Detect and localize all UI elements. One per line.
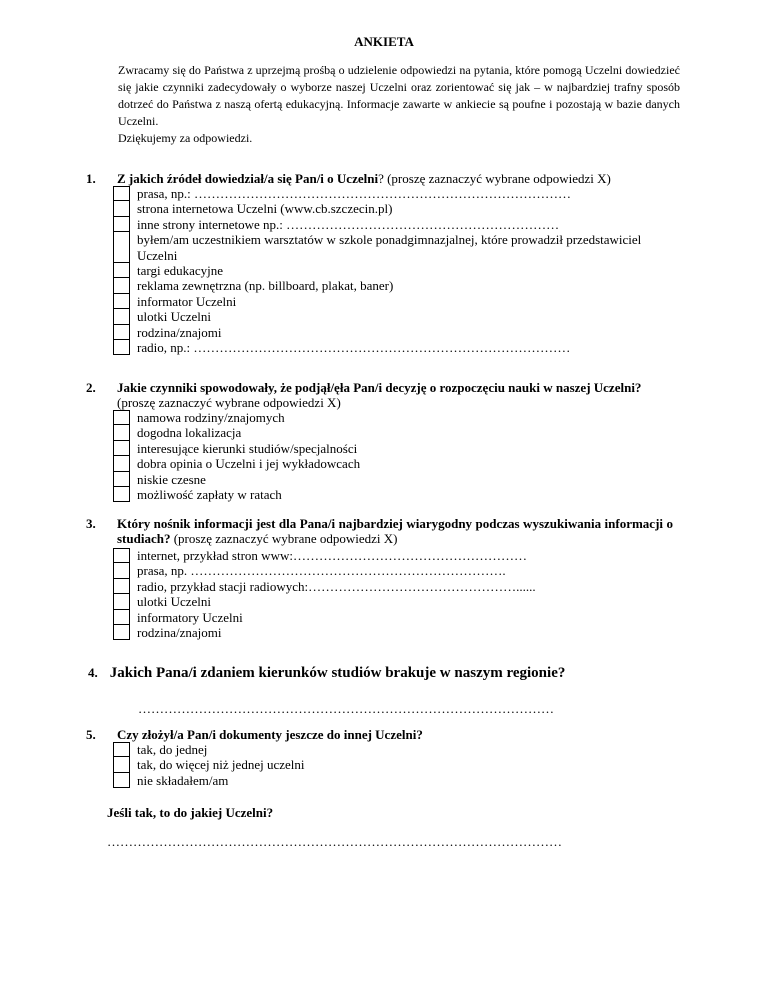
question-3-number: 3. [86,516,96,531]
question-2-options [113,410,661,502]
option [113,410,661,425]
checkbox[interactable] [113,757,130,772]
option-label: reklama zewnętrzna (np. billboard, plakat, baner) [137,278,394,294]
question-3-text: Który nośnik informacji jest dla Pana/i najbardziej wiarygodny podczas wyszukiwania informacji o studiach? [117,516,673,546]
checkbox[interactable] [113,232,130,263]
option-label: prasa, np. ………………………………………………………………. [137,563,506,579]
option-label: prasa, np.: …………………………………………………………………………… [137,186,572,201]
page-title: ANKIETA [354,34,414,49]
checkbox[interactable] [113,278,130,293]
option-label: interesujące kierunki studiów/specjalności [137,440,358,456]
question-5-number: 5. [86,727,96,742]
checkbox[interactable] [113,594,130,609]
option [113,263,683,278]
checkbox[interactable] [113,410,130,425]
option [113,625,673,640]
checkbox[interactable] [113,217,130,232]
option [113,201,683,216]
option-label: ulotki Uczelni [137,594,212,610]
question-3 [86,516,673,640]
option [113,441,661,456]
intro-paragraph [118,62,680,147]
question-1-number: 1. [86,171,96,186]
checkbox[interactable] [113,548,130,563]
question-3-header [86,516,673,546]
intro-thanks: Dziękujemy za odpowiedzi. [118,131,253,145]
option-label: informator Uczelni [137,293,237,309]
option [113,325,683,340]
checkbox[interactable] [113,563,130,578]
option [113,340,683,355]
question-4-number: 4. [88,665,98,680]
option [113,472,661,487]
checkbox[interactable] [113,325,130,340]
option [113,563,673,578]
checkbox[interactable] [113,742,130,757]
option-label: nie składałem/am [137,772,229,788]
followup-answer-line[interactable]: …………………………………………………………………………………………… [107,834,562,849]
checkbox[interactable] [113,441,130,456]
option-label: inne strony internetowe np.: ……………………………………………………… [137,216,560,232]
option [113,309,683,324]
checkbox[interactable] [113,487,130,502]
question-5 [86,727,673,788]
option-label: radio, np.: …………………………………………………………………………… [137,339,571,355]
intro-text: Zwracamy się do Państwa z uprzejmą prośbą o udzielenie odpowiedzi na pytania, które pomogą Uczelni dowiedzieć się jakie czynniki zadecydowały o wyborze naszej Uczelni oraz zorientować się jak – w najbardziej trafny sposób dotrzeć do Państwa z naszą ofertą edukacyjną. Informacje zawarte w ankiecie są poufne i pozostają w bazie danych Uczelni. [118,63,680,128]
followup-question: Jeśli tak, to do jakiej Uczelni? [107,805,274,820]
question-2-hint: (proszę zaznaczyć wybrane odpowiedzi X) [117,395,341,410]
checkbox[interactable] [113,579,130,594]
option-label: radio, przykład stacji radiowych:…………………………………………...... [137,578,536,594]
option-label: ulotki Uczelni [137,309,212,325]
option-label: byłem/am uczestnikiem warsztatów w szkole ponadgimnazjalnej, które prowadził przedstawiciel Uczelni [137,232,642,263]
option-label: informatory Uczelni [137,609,243,625]
question-5-header [86,727,673,742]
checkbox[interactable] [113,456,130,471]
question-4-answer-line[interactable]: …………………………………………………………………………………… [138,701,554,716]
question-2 [86,380,661,502]
checkbox[interactable] [113,340,130,355]
question-2-header [86,380,661,410]
checkbox[interactable] [113,625,130,640]
checkbox[interactable] [113,610,130,625]
option-label: rodzina/znajomi [137,624,222,640]
question-1-options [113,186,683,355]
option-label: niskie czesne [137,471,206,487]
checkbox[interactable] [113,773,130,788]
option [113,773,673,788]
question-4-text: Jakich Pana/i zdaniem kierunków studiów brakuje w naszym regionie? [109,665,566,681]
checkbox[interactable] [113,425,130,440]
option [113,217,683,232]
option-label: tak, do więcej niż jednej uczelni [137,757,305,773]
option [113,579,673,594]
question-2-text: Jakie czynniki spowodowały, że podjął/ęła Pan/i decyzję o rozpoczęciu nauki w naszej Uczelni? [117,380,642,395]
question-3-options [113,548,673,640]
question-5-text: Czy złożył/a Pan/i dokumenty jeszcze do innej Uczelni? [117,727,423,742]
question-2-number: 2. [86,380,96,395]
checkbox[interactable] [113,309,130,324]
question-1-header [86,171,683,186]
option-label: dogodna lokalizacja [137,425,242,441]
option [113,757,673,772]
question-5-options [113,742,673,788]
option [113,278,683,293]
option [113,425,661,440]
option-label: strona internetowa Uczelni (www.cb.szczecin.pl) [137,201,393,217]
option [113,232,683,263]
option-label: internet, przykład stron www:……………………………………………… [137,548,527,563]
option-label: targi edukacyjne [137,262,224,278]
checkbox[interactable] [113,186,130,201]
option-label: tak, do jednej [137,742,208,757]
question-3-hint: (proszę zaznaczyć wybrane odpowiedzi X) [170,531,398,546]
option-label: możliwość zapłaty w ratach [137,486,282,502]
question-4 [88,665,565,682]
option-label: namowa rodziny/znajomych [137,410,285,425]
option [113,594,673,609]
option [113,456,661,471]
option [113,548,673,563]
checkbox[interactable] [113,472,130,487]
option [113,610,673,625]
checkbox[interactable] [113,294,130,309]
question-1 [86,171,683,355]
option [113,742,673,757]
question-1-hint: ? (proszę zaznaczyć wybrane odpowiedzi X) [378,171,611,186]
checkbox[interactable] [113,263,130,278]
option [113,186,683,201]
option [113,487,661,502]
question-1-text: Z jakich źródeł dowiedział/a się Pan/i o Uczelni [117,171,379,186]
checkbox[interactable] [113,201,130,216]
option [113,294,683,309]
option-label: dobra opinia o Uczelni i jej wykładowcach [137,456,361,472]
option-label: rodzina/znajomi [137,324,222,340]
